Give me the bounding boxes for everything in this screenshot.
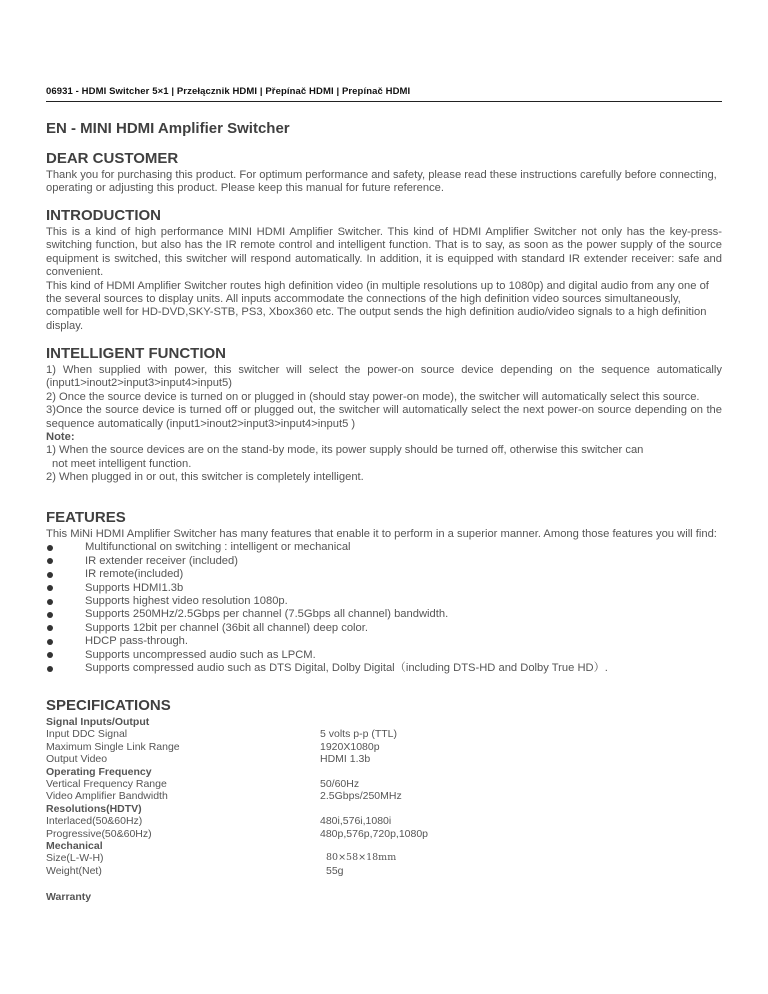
list-item: Supports 250MHz/2.5Gbps per channel (7.5Gbps all channel) bandwidth. bbox=[46, 608, 722, 621]
paragraph: This is a kind of high performance MINI HDMI Amplifier Switcher. This kind of HDMI Amplifier Switcher not only has the key-press-switching function, but also has the IR remote control and intelligent function. That is to say, as soon as the power supply of the source equipment is switched, this switcher will respond automatically. In addition, it is equipped with standard IR extender receiver: safe and convenient. bbox=[46, 226, 722, 279]
bullet-icon bbox=[47, 625, 53, 631]
list-item: 3)Once the source device is turned off or plugged out, the switcher will automatically select the next power-on source depending on the sequence automatically (input1>inout2>input3>input4>input5 ) bbox=[46, 404, 722, 430]
bullet-icon bbox=[47, 572, 53, 578]
note-label: Note: bbox=[46, 431, 75, 444]
spec-row: Output Video HDMI 1.3b bbox=[46, 753, 371, 766]
features-list bbox=[46, 541, 722, 675]
bullet-icon bbox=[47, 639, 53, 645]
list-item: Multifunctional on switching : intelligent or mechanical bbox=[46, 541, 722, 554]
bullet-icon bbox=[47, 585, 53, 591]
list-item: IR extender receiver (included) bbox=[46, 555, 722, 568]
spec-row: Input DDC Signal 5 volts p-p (TTL) bbox=[46, 728, 398, 741]
spec-row: Vertical Frequency Range 50/60Hz bbox=[46, 777, 360, 790]
section-heading: FEATURES bbox=[46, 509, 126, 526]
list-item: Supports compressed audio such as DTS Digital, Dolby Digital（including DTS-HD and Dolby True HD）. bbox=[46, 662, 722, 675]
bullet-icon bbox=[47, 666, 53, 672]
section-heading: SPECIFICATIONS bbox=[46, 697, 171, 714]
list-item: Supports HDMI1.3b bbox=[46, 582, 722, 595]
spec-row: Size(L-W-H) 80×58×18mm bbox=[46, 852, 397, 865]
note-item: 2) When plugged in or out, this switcher is completely intelligent. bbox=[46, 471, 364, 484]
list-item: 1) When supplied with power, this switcher will select the power-on source device depending on the sequence automatically (input1>inout2>input3>input4>input5) bbox=[46, 364, 722, 390]
list-item: Supports uncompressed audio such as LPCM. bbox=[46, 649, 722, 662]
list-item: Supports highest video resolution 1080p. bbox=[46, 595, 722, 608]
bullet-icon bbox=[47, 599, 53, 605]
spec-table bbox=[46, 716, 722, 903]
product-header-line: 06931 - HDMI Switcher 5×1 | Przełącznik HDMI | Přepínač HDMI | Prepínač HDMI bbox=[46, 86, 722, 102]
bullet-icon bbox=[47, 612, 53, 618]
spec-row: Video Amplifier Bandwidth 2.5Gbps/250MHz bbox=[46, 790, 402, 803]
paragraph: This kind of HDMI Amplifier Switcher routes high definition video (in multiple resolutions up to 1080p) and digital audio from any one of the several sources to display units. All inputs accommodate the connections of the high definition video sources simultaneously, compatible well for HD-DVD,SKY-STB, PS3, Xbox360 etc. The output sends the high definition audio/video signals to a high definition display. bbox=[46, 279, 709, 332]
note-item: 1) When the source devices are on the stand-by mode, its power supply should be turned off, otherwise this switcher can bbox=[46, 444, 644, 457]
section-introduction bbox=[46, 207, 722, 333]
bullet-icon bbox=[47, 545, 53, 551]
section-intelligent-function bbox=[46, 345, 722, 485]
spec-row: Maximum Single Link Range 1920X1080p bbox=[46, 740, 380, 753]
section-features bbox=[46, 509, 722, 675]
paragraph: Thank you for purchasing this product. For optimum performance and safety, please read these instructions carefully before connecting, operating or adjusting this product. Please keep this manual for future reference. bbox=[46, 169, 717, 195]
section-heading: INTRODUCTION bbox=[46, 207, 161, 224]
spec-row: Interlaced(50&60Hz) 480i,576i,1080i bbox=[46, 815, 392, 828]
spec-group-label: Signal Inputs/Output bbox=[46, 716, 150, 728]
list-item: Supports 12bit per channel (36bit all channel) deep color. bbox=[46, 622, 722, 635]
warranty-heading: Warranty bbox=[46, 891, 92, 904]
spec-row: Weight(Net) 55g bbox=[46, 864, 344, 877]
spec-row: Progressive(50&60Hz) 480p,576p,720p,1080p bbox=[46, 827, 429, 840]
bullet-icon bbox=[47, 652, 53, 658]
document-title: EN - MINI HDMI Amplifier Switcher bbox=[46, 120, 290, 137]
note-item: not meet intelligent function. bbox=[52, 457, 192, 470]
spec-group-label: Resolutions(HDTV) bbox=[46, 802, 142, 815]
bullet-icon bbox=[47, 558, 53, 564]
list-item: HDCP pass-through. bbox=[46, 635, 722, 648]
spec-group-label: Mechanical bbox=[46, 839, 103, 852]
section-specifications bbox=[46, 697, 722, 903]
list-item: IR remote(included) bbox=[46, 568, 722, 581]
spec-group-label: Operating Frequency bbox=[46, 765, 152, 778]
list-item: 2) Once the source device is turned on or plugged in (should stay power-on mode), the switcher will automatically select this source. bbox=[46, 390, 700, 403]
section-dear-customer bbox=[46, 150, 722, 196]
section-heading: DEAR CUSTOMER bbox=[46, 150, 179, 167]
section-heading: INTELLIGENT FUNCTION bbox=[46, 345, 226, 362]
paragraph: This MiNi HDMI Amplifier Switcher has many features that enable it to perform in a superior manner. Among those features you will find: bbox=[46, 528, 717, 540]
